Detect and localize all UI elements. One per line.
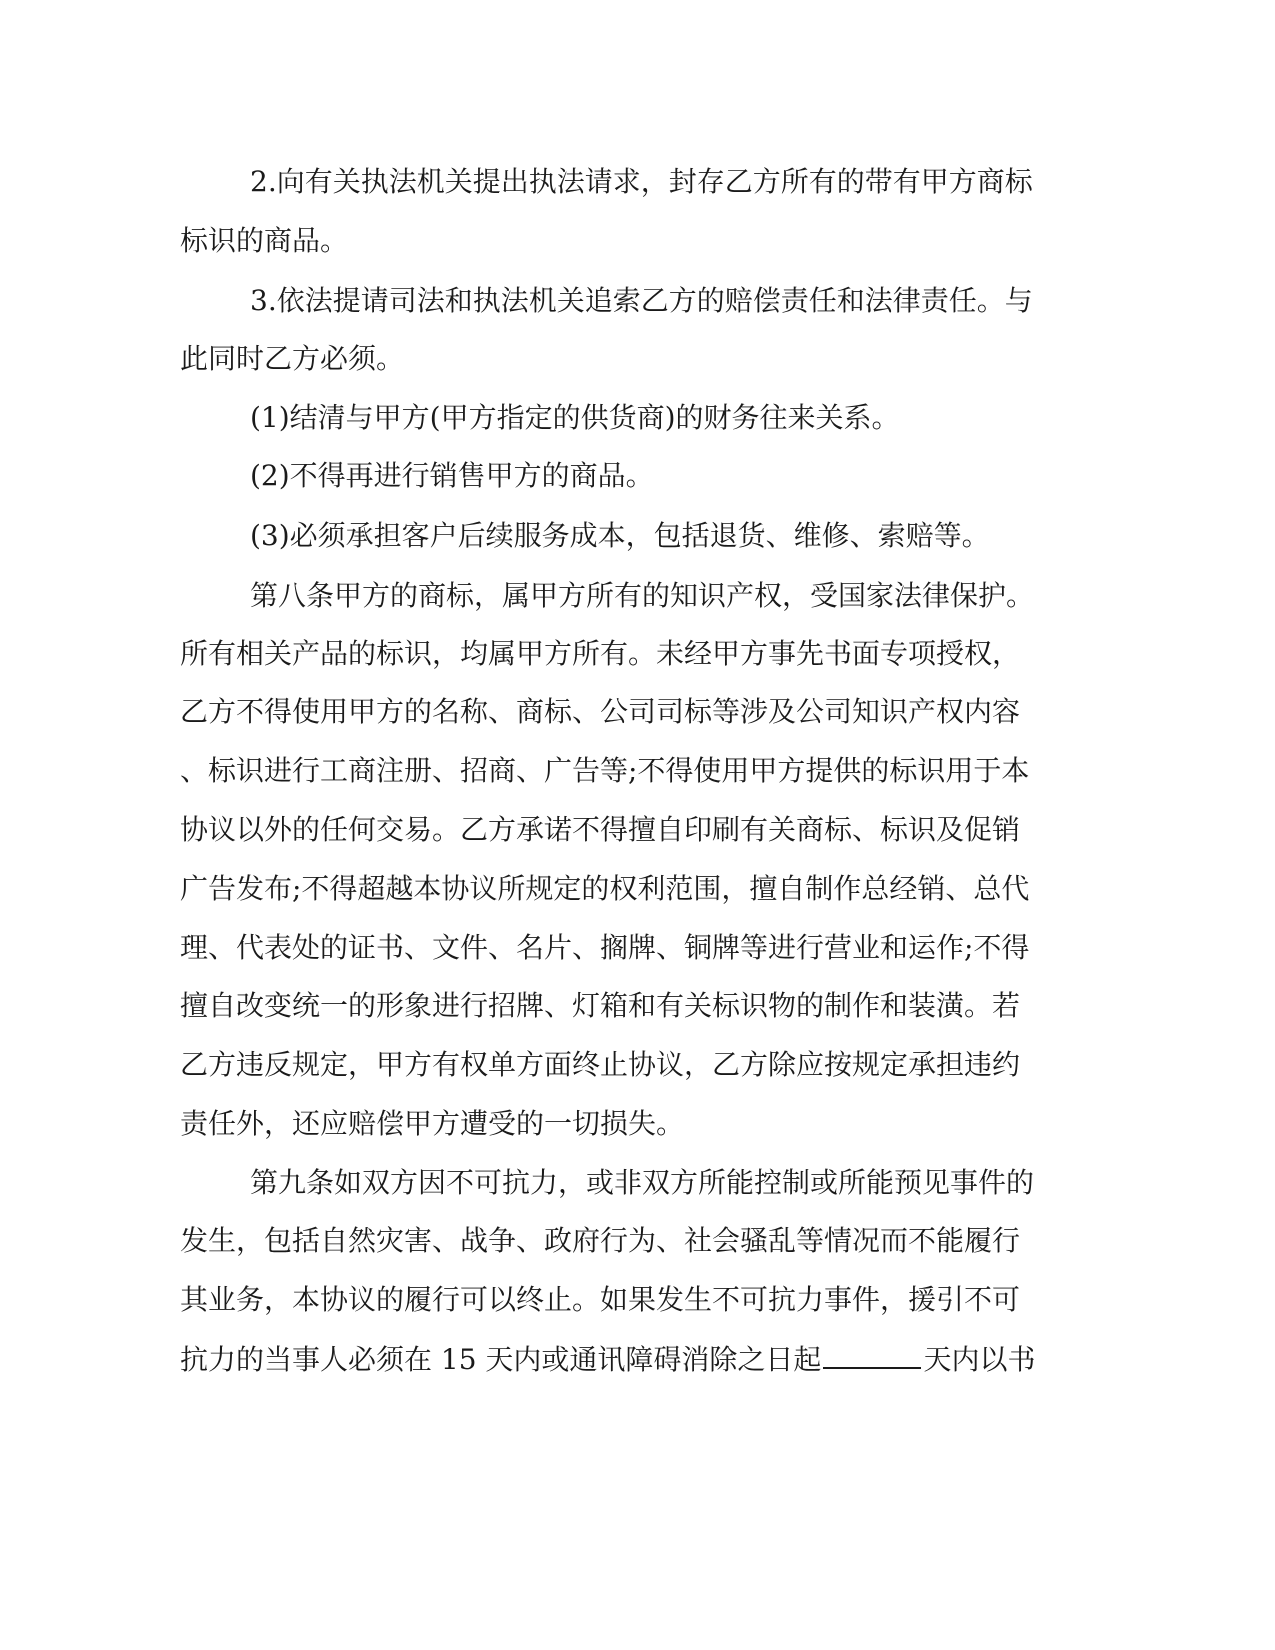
paragraph-line: 第八条甲方的商标，属甲方所有的知识产权，受国家法律保护。 xyxy=(250,579,1035,612)
paragraph-line: (3)必须承担客户后续服务成本，包括退货、维修、索赔等。 xyxy=(250,519,990,552)
paragraph-line-with-blank xyxy=(180,1339,1036,1380)
paragraph-line: 其业务，本协议的履行可以终止。如果发生不可抗力事件，援引不可 xyxy=(180,1283,1021,1316)
paragraph-line: 广告发布;不得超越本协议所规定的权利范围，擅自制作总经销、总代 xyxy=(180,872,1030,905)
paragraph-line: 第九条如双方因不可抗力，或非双方所能控制或所能预见事件的 xyxy=(250,1166,1035,1199)
paragraph-line: 理、代表处的证书、文件、名片、搁牌、铜牌等进行营业和运作;不得 xyxy=(180,931,1030,964)
paragraph-line: 擅自改变统一的形象进行招牌、灯箱和有关标识物的制作和装潢。若 xyxy=(180,989,1021,1022)
last-line-after-blank: 天内以书 xyxy=(923,1343,1036,1376)
fill-in-blank xyxy=(823,1339,921,1369)
paragraph-line: 协议以外的任何交易。乙方承诺不得擅自印刷有关商标、标识及促销 xyxy=(180,813,1021,846)
paragraph-line: 责任外，还应赔偿甲方遭受的一切损失。 xyxy=(180,1107,685,1140)
paragraph-line: 发生，包括自然灾害、战争、政府行为、社会骚乱等情况而不能履行 xyxy=(180,1224,1021,1257)
paragraph-line: 2.向有关执法机关提出执法请求，封存乙方所有的带有甲方商标 xyxy=(250,165,1033,198)
last-line-before-blank: 抗力的当事人必须在 15 天内或通讯障碍消除之日起 xyxy=(180,1343,822,1376)
paragraph-line: 此同时乙方必须。 xyxy=(180,342,405,375)
paragraph-line: 乙方违反规定，甲方有权单方面终止协议，乙方除应按规定承担违约 xyxy=(180,1048,1021,1081)
paragraph-line: 3.依法提请司法和执法机关追索乙方的赔偿责任和法律责任。与 xyxy=(250,284,1033,317)
paragraph-line: 乙方不得使用甲方的名称、商标、公司司标等涉及公司知识产权内容 xyxy=(180,695,1021,728)
paragraph-line: 标识的商品。 xyxy=(180,224,349,257)
paragraph-line: 、标识进行工商注册、招商、广告等;不得使用甲方提供的标识用于本 xyxy=(180,754,1030,787)
paragraph-line: (2)不得再进行销售甲方的商品。 xyxy=(250,459,654,492)
paragraph-line: (1)结清与甲方(甲方指定的供货商)的财务往来关系。 xyxy=(250,401,900,434)
paragraph-line: 所有相关产品的标识，均属甲方所有。未经甲方事先书面专项授权， xyxy=(180,637,1021,670)
